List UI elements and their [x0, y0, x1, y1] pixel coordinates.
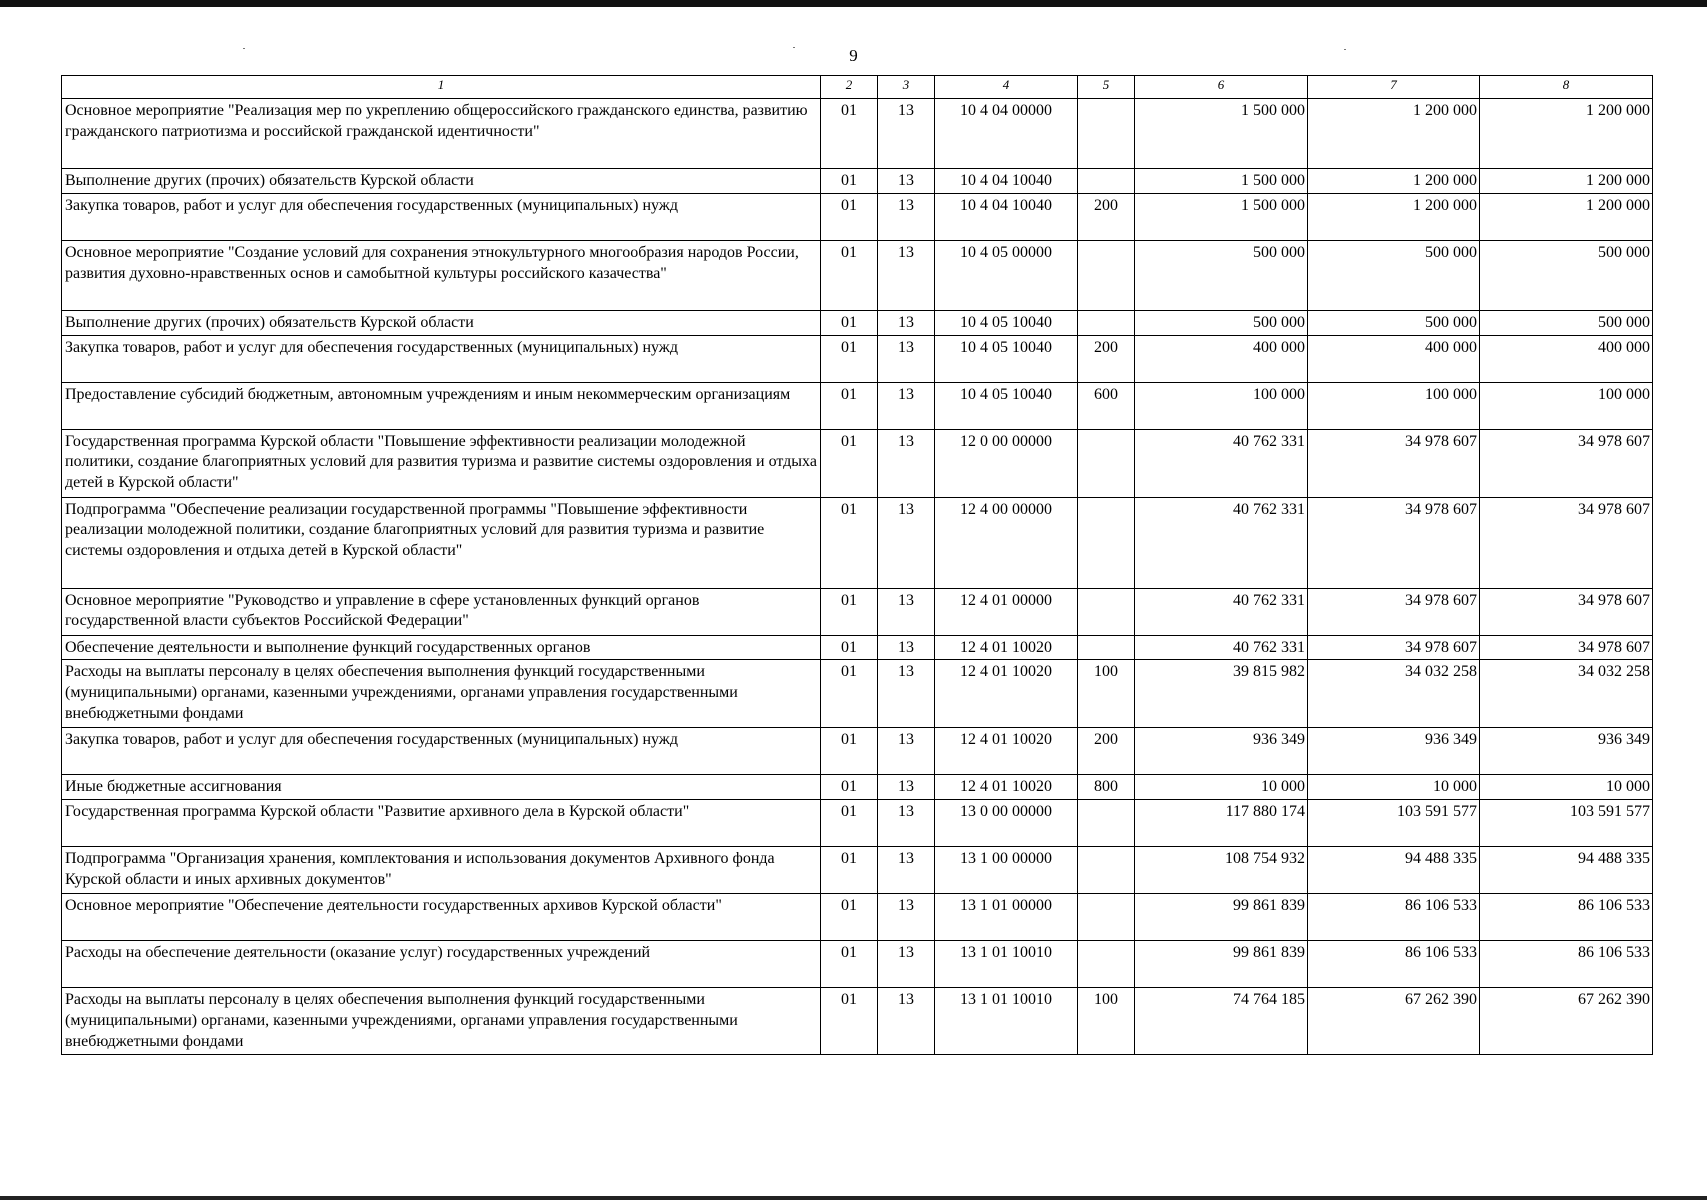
- row-sum-year-2: 34 978 607: [1308, 635, 1480, 660]
- row-section-code: 01: [821, 800, 878, 847]
- row-sum-year-3: 34 978 607: [1480, 635, 1653, 660]
- row-sum-year-3: 103 591 577: [1480, 800, 1653, 847]
- row-expense-type: 200: [1078, 335, 1135, 382]
- row-name: Государственная программа Курской области "Развитие архивного дела в Курской области": [62, 800, 821, 847]
- column-number: 1: [62, 76, 821, 99]
- row-section-code: 01: [821, 240, 878, 310]
- row-sum-year-2: 86 106 533: [1308, 894, 1480, 941]
- row-subsection-code: 13: [878, 310, 935, 335]
- row-sum-year-2: 67 262 390: [1308, 988, 1480, 1055]
- row-section-code: 01: [821, 310, 878, 335]
- table-row: [62, 497, 1653, 588]
- row-section-code: 01: [821, 660, 878, 728]
- row-subsection-code: 13: [878, 497, 935, 588]
- row-expense-type: [1078, 497, 1135, 588]
- row-target-article: 12 4 01 10020: [935, 660, 1078, 728]
- row-target-article: 10 4 05 10040: [935, 382, 1078, 429]
- row-sum-year-1: 117 880 174: [1135, 800, 1308, 847]
- row-expense-type: 200: [1078, 728, 1135, 775]
- table-row: [62, 193, 1653, 240]
- row-sum-year-1: 74 764 185: [1135, 988, 1308, 1055]
- table-body: [62, 99, 1653, 1055]
- row-name: Иные бюджетные ассигнования: [62, 775, 821, 800]
- row-section-code: 01: [821, 588, 878, 635]
- row-sum-year-2: 500 000: [1308, 240, 1480, 310]
- row-section-code: 01: [821, 169, 878, 194]
- row-target-article: 13 0 00 00000: [935, 800, 1078, 847]
- row-sum-year-2: 34 978 607: [1308, 497, 1480, 588]
- row-sum-year-2: 936 349: [1308, 728, 1480, 775]
- row-sum-year-2: 100 000: [1308, 382, 1480, 429]
- row-expense-type: [1078, 240, 1135, 310]
- row-sum-year-1: 39 815 982: [1135, 660, 1308, 728]
- table-row: [62, 941, 1653, 988]
- row-subsection-code: 13: [878, 941, 935, 988]
- row-sum-year-2: 103 591 577: [1308, 800, 1480, 847]
- row-target-article: 10 4 04 00000: [935, 99, 1078, 169]
- table-row: [62, 169, 1653, 194]
- row-section-code: 01: [821, 429, 878, 497]
- table-row: [62, 99, 1653, 169]
- scan-edge-bottom: [0, 1196, 1707, 1200]
- row-target-article: 13 1 01 10010: [935, 988, 1078, 1055]
- table-row: [62, 635, 1653, 660]
- row-sum-year-1: 40 762 331: [1135, 497, 1308, 588]
- column-number: 7: [1308, 76, 1480, 99]
- row-sum-year-3: 500 000: [1480, 240, 1653, 310]
- row-name: Основное мероприятие "Реализация мер по укреплению общероссийского гражданского единства, развитию гражданского патриотизма и российской гражданской идентичности": [62, 99, 821, 169]
- row-subsection-code: 13: [878, 193, 935, 240]
- row-sum-year-2: 94 488 335: [1308, 847, 1480, 894]
- row-subsection-code: 13: [878, 988, 935, 1055]
- column-number: 6: [1135, 76, 1308, 99]
- table-row: [62, 588, 1653, 635]
- row-sum-year-1: 500 000: [1135, 310, 1308, 335]
- row-sum-year-1: 40 762 331: [1135, 429, 1308, 497]
- row-sum-year-2: 500 000: [1308, 310, 1480, 335]
- row-sum-year-1: 936 349: [1135, 728, 1308, 775]
- row-section-code: 01: [821, 847, 878, 894]
- row-sum-year-2: 1 200 000: [1308, 99, 1480, 169]
- row-target-article: 12 4 00 00000: [935, 497, 1078, 588]
- row-subsection-code: 13: [878, 169, 935, 194]
- row-expense-type: [1078, 429, 1135, 497]
- row-sum-year-2: 1 200 000: [1308, 193, 1480, 240]
- row-section-code: 01: [821, 193, 878, 240]
- row-sum-year-3: 86 106 533: [1480, 894, 1653, 941]
- row-expense-type: 200: [1078, 193, 1135, 240]
- row-sum-year-3: 34 978 607: [1480, 497, 1653, 588]
- row-expense-type: [1078, 169, 1135, 194]
- row-sum-year-1: 400 000: [1135, 335, 1308, 382]
- row-subsection-code: 13: [878, 240, 935, 310]
- row-sum-year-1: 99 861 839: [1135, 894, 1308, 941]
- row-name: Закупка товаров, работ и услуг для обеспечения государственных (муниципальных) нужд: [62, 193, 821, 240]
- row-target-article: 12 4 01 00000: [935, 588, 1078, 635]
- row-expense-type: 600: [1078, 382, 1135, 429]
- row-sum-year-2: 10 000: [1308, 775, 1480, 800]
- row-name: Выполнение других (прочих) обязательств Курской области: [62, 169, 821, 194]
- row-sum-year-3: 86 106 533: [1480, 941, 1653, 988]
- page-number: 9: [849, 46, 858, 65]
- row-sum-year-3: 1 200 000: [1480, 99, 1653, 169]
- row-name: Подпрограмма "Организация хранения, комплектования и использования документов Архивного фонда Курской области и иных архивных документов": [62, 847, 821, 894]
- row-subsection-code: 13: [878, 800, 935, 847]
- row-sum-year-2: 400 000: [1308, 335, 1480, 382]
- row-sum-year-3: 94 488 335: [1480, 847, 1653, 894]
- row-name: Расходы на выплаты персоналу в целях обеспечения выполнения функций государственными (муниципальными) органами, казенными учреждениями, органами управления государственными внебюджетными фондами: [62, 660, 821, 728]
- column-number-row: [62, 76, 1653, 99]
- row-target-article: 12 4 01 10020: [935, 775, 1078, 800]
- table-row: [62, 988, 1653, 1055]
- row-sum-year-1: 1 500 000: [1135, 193, 1308, 240]
- row-sum-year-1: 40 762 331: [1135, 635, 1308, 660]
- row-name: Основное мероприятие "Руководство и управление в сфере установленных функций органов государственной власти субъектов Российской Федерации": [62, 588, 821, 635]
- row-name: Предоставление субсидий бюджетным, автономным учреждениям и иным некоммерческим организациям: [62, 382, 821, 429]
- row-sum-year-1: 108 754 932: [1135, 847, 1308, 894]
- row-expense-type: [1078, 310, 1135, 335]
- row-subsection-code: 13: [878, 429, 935, 497]
- row-section-code: 01: [821, 635, 878, 660]
- row-subsection-code: 13: [878, 775, 935, 800]
- row-name: Государственная программа Курской области "Повышение эффективности реализации молодежной политики, создание благоприятных условий для развития туризма и развитие системы оздоровления и отдыха детей в Курской области": [62, 429, 821, 497]
- row-section-code: 01: [821, 988, 878, 1055]
- row-expense-type: [1078, 894, 1135, 941]
- row-sum-year-3: 500 000: [1480, 310, 1653, 335]
- row-subsection-code: 13: [878, 847, 935, 894]
- row-sum-year-1: 1 500 000: [1135, 99, 1308, 169]
- row-subsection-code: 13: [878, 335, 935, 382]
- row-section-code: 01: [821, 941, 878, 988]
- row-subsection-code: 13: [878, 894, 935, 941]
- row-section-code: 01: [821, 728, 878, 775]
- row-expense-type: [1078, 800, 1135, 847]
- table-row: [62, 660, 1653, 728]
- row-sum-year-3: 1 200 000: [1480, 169, 1653, 194]
- row-sum-year-3: 67 262 390: [1480, 988, 1653, 1055]
- row-name: Основное мероприятие "Создание условий для сохранения этнокультурного многообразия народов России, развития духовно-нравственных основ и самобытной культуры российского казачества": [62, 240, 821, 310]
- row-target-article: 10 4 05 10040: [935, 310, 1078, 335]
- table-row: [62, 240, 1653, 310]
- row-subsection-code: 13: [878, 660, 935, 728]
- row-sum-year-3: 100 000: [1480, 382, 1653, 429]
- table-row: [62, 800, 1653, 847]
- row-sum-year-2: 34 978 607: [1308, 588, 1480, 635]
- row-target-article: 10 4 05 00000: [935, 240, 1078, 310]
- row-name: Закупка товаров, работ и услуг для обеспечения государственных (муниципальных) нужд: [62, 335, 821, 382]
- row-name: Подпрограмма "Обеспечение реализации государственной программы "Повышение эффективности реализации молодежной политики, создание благоприятных условий для развития туризма и развитие системы оздоровления и отдыха детей в Курской области": [62, 497, 821, 588]
- row-target-article: 10 4 05 10040: [935, 335, 1078, 382]
- row-sum-year-2: 34 978 607: [1308, 429, 1480, 497]
- row-target-article: 12 4 01 10020: [935, 728, 1078, 775]
- row-sum-year-1: 99 861 839: [1135, 941, 1308, 988]
- row-expense-type: [1078, 588, 1135, 635]
- row-section-code: 01: [821, 894, 878, 941]
- column-number: 8: [1480, 76, 1653, 99]
- row-sum-year-1: 100 000: [1135, 382, 1308, 429]
- row-section-code: 01: [821, 775, 878, 800]
- table-row: [62, 728, 1653, 775]
- column-number: 4: [935, 76, 1078, 99]
- row-subsection-code: 13: [878, 382, 935, 429]
- row-sum-year-1: 40 762 331: [1135, 588, 1308, 635]
- row-expense-type: [1078, 941, 1135, 988]
- row-name: Расходы на обеспечение деятельности (оказание услуг) государственных учреждений: [62, 941, 821, 988]
- row-section-code: 01: [821, 497, 878, 588]
- row-sum-year-3: 34 978 607: [1480, 429, 1653, 497]
- table-row: [62, 847, 1653, 894]
- row-name: Закупка товаров, работ и услуг для обеспечения государственных (муниципальных) нужд: [62, 728, 821, 775]
- row-section-code: 01: [821, 382, 878, 429]
- row-sum-year-1: 10 000: [1135, 775, 1308, 800]
- row-subsection-code: 13: [878, 635, 935, 660]
- row-sum-year-3: 34 978 607: [1480, 588, 1653, 635]
- row-target-article: 12 4 01 10020: [935, 635, 1078, 660]
- table-row: [62, 382, 1653, 429]
- row-sum-year-2: 34 032 258: [1308, 660, 1480, 728]
- row-sum-year-2: 1 200 000: [1308, 169, 1480, 194]
- row-target-article: 13 1 01 10010: [935, 941, 1078, 988]
- row-sum-year-3: 400 000: [1480, 335, 1653, 382]
- row-name: Расходы на выплаты персоналу в целях обеспечения выполнения функций государственными (муниципальными) органами, казенными учреждениями, органами управления государственными внебюджетными фондами: [62, 988, 821, 1055]
- row-name: Выполнение других (прочих) обязательств Курской области: [62, 310, 821, 335]
- scan-edge-top: [0, 0, 1707, 7]
- table-row: [62, 894, 1653, 941]
- row-target-article: 10 4 04 10040: [935, 193, 1078, 240]
- row-target-article: 10 4 04 10040: [935, 169, 1078, 194]
- table-row: [62, 775, 1653, 800]
- row-expense-type: [1078, 635, 1135, 660]
- row-expense-type: 100: [1078, 660, 1135, 728]
- row-sum-year-1: 1 500 000: [1135, 169, 1308, 194]
- row-expense-type: [1078, 99, 1135, 169]
- row-sum-year-3: 10 000: [1480, 775, 1653, 800]
- table-row: [62, 310, 1653, 335]
- row-section-code: 01: [821, 99, 878, 169]
- row-expense-type: 800: [1078, 775, 1135, 800]
- row-section-code: 01: [821, 335, 878, 382]
- row-subsection-code: 13: [878, 99, 935, 169]
- row-sum-year-3: 936 349: [1480, 728, 1653, 775]
- row-sum-year-3: 34 032 258: [1480, 660, 1653, 728]
- row-name: Обеспечение деятельности и выполнение функций государственных органов: [62, 635, 821, 660]
- budget-table: [61, 75, 1653, 1055]
- row-subsection-code: 13: [878, 588, 935, 635]
- column-number: 5: [1078, 76, 1135, 99]
- row-sum-year-3: 1 200 000: [1480, 193, 1653, 240]
- row-sum-year-1: 500 000: [1135, 240, 1308, 310]
- row-target-article: 12 0 00 00000: [935, 429, 1078, 497]
- column-number: 2: [821, 76, 878, 99]
- table-row: [62, 335, 1653, 382]
- row-expense-type: 100: [1078, 988, 1135, 1055]
- table-row: [62, 429, 1653, 497]
- column-number: 3: [878, 76, 935, 99]
- row-target-article: 13 1 01 00000: [935, 894, 1078, 941]
- row-expense-type: [1078, 847, 1135, 894]
- row-sum-year-2: 86 106 533: [1308, 941, 1480, 988]
- row-target-article: 13 1 00 00000: [935, 847, 1078, 894]
- row-subsection-code: 13: [878, 728, 935, 775]
- row-name: Основное мероприятие "Обеспечение деятельности государственных архивов Курской области": [62, 894, 821, 941]
